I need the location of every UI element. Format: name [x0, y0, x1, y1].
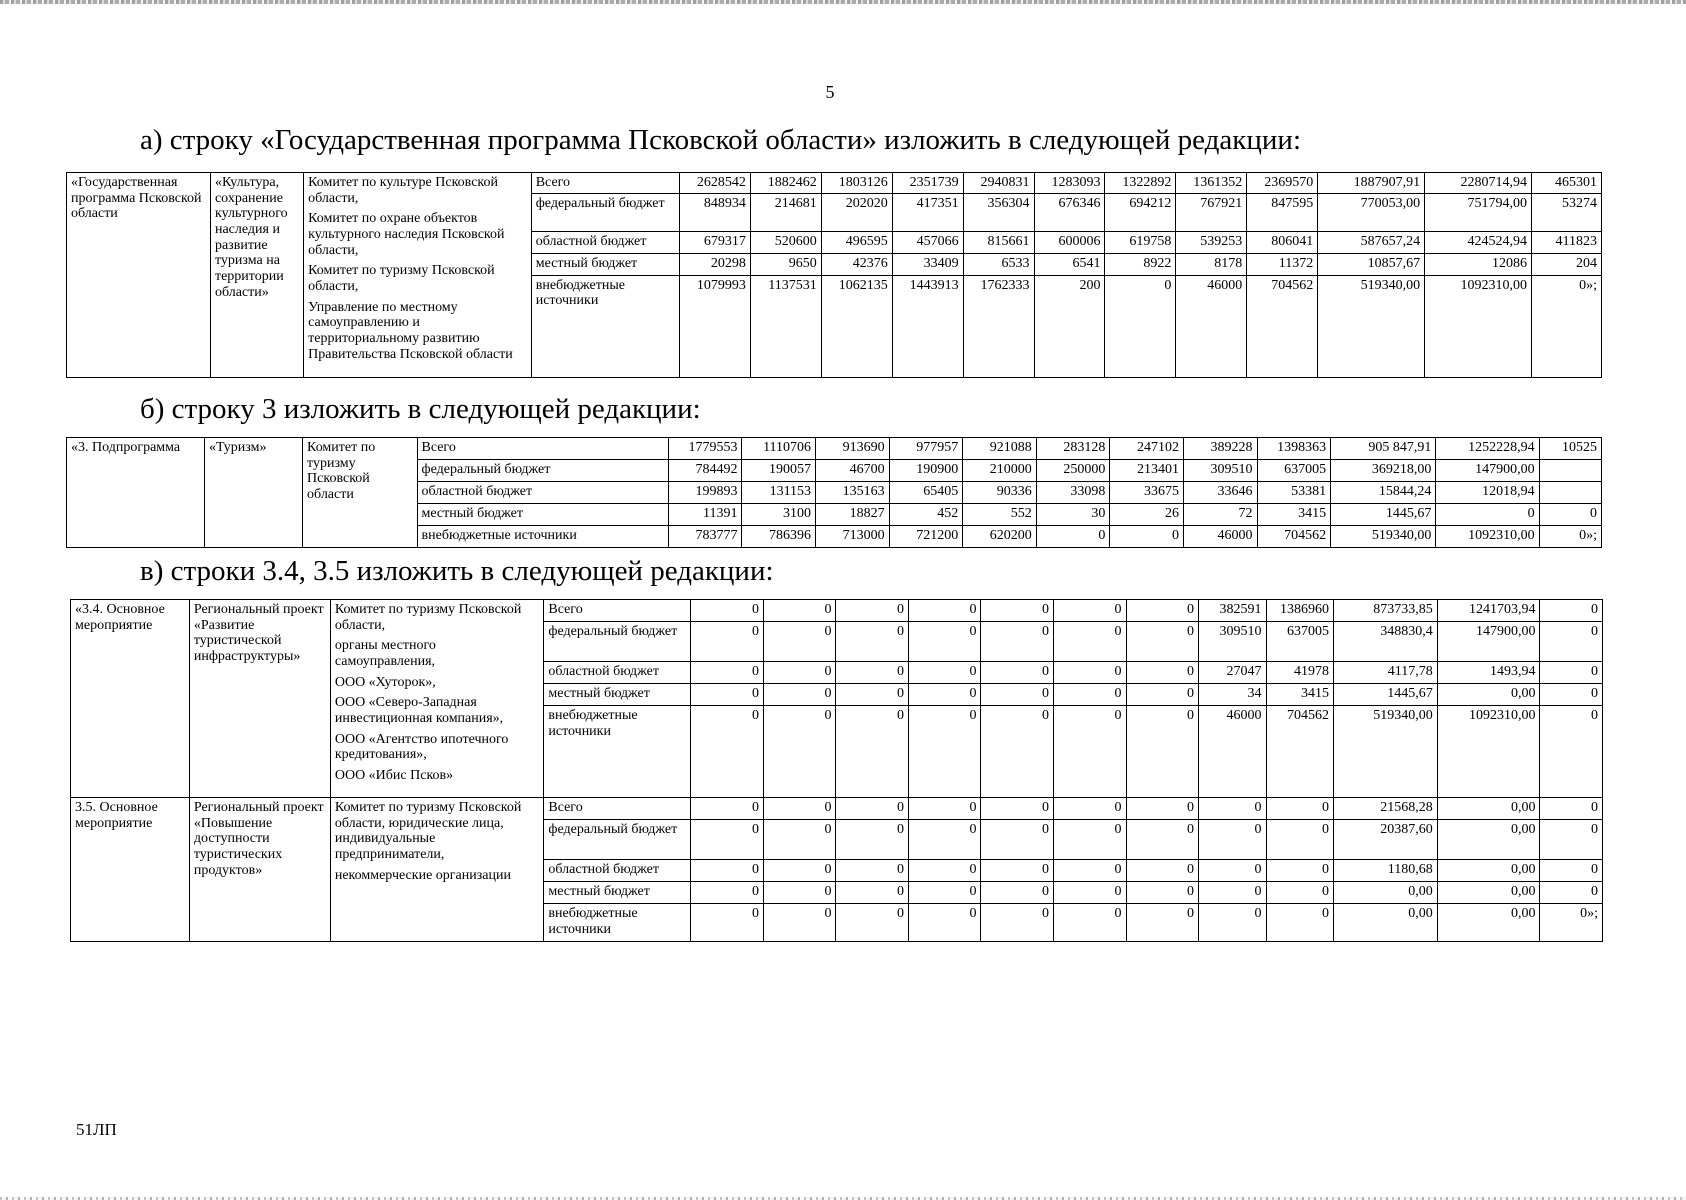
value-cell: 679317 — [679, 231, 750, 253]
value-cell: 53274 — [1532, 193, 1602, 231]
value-cell: 1762333 — [963, 275, 1034, 377]
value-cell: 0 — [691, 662, 764, 684]
value-cell: 0 — [1126, 662, 1199, 684]
funding-source-cell: Всего — [531, 173, 679, 194]
value-cell: 0 — [1054, 706, 1127, 798]
value-cell: 1110706 — [742, 438, 816, 460]
value-cell: 18827 — [816, 504, 890, 526]
value-cell: 0»; — [1540, 904, 1603, 942]
funding-source-cell: Всего — [417, 438, 668, 460]
value-cell: 913690 — [816, 438, 890, 460]
value-cell: 348830,4 — [1334, 622, 1438, 662]
executor-entry: ООО «Северо-Западная инвестиционная компания», — [334, 695, 504, 727]
value-cell: 6541 — [1034, 253, 1105, 275]
value-cell: 72 — [1183, 504, 1257, 526]
value-cell: 0 — [763, 860, 836, 882]
value-cell: 848934 — [679, 193, 750, 231]
value-cell: 0 — [908, 904, 981, 942]
value-cell: 637005 — [1257, 460, 1331, 482]
value-cell: 309510 — [1199, 622, 1266, 662]
value-cell — [1539, 482, 1601, 504]
value-cell: 356304 — [963, 193, 1034, 231]
value-cell: 0 — [691, 904, 764, 942]
executor-entry: ООО «Агентство ипотечного кредитования», — [334, 731, 509, 763]
value-cell: 1443913 — [892, 275, 963, 377]
value-cell: 0 — [908, 600, 981, 622]
value-cell: 1779553 — [668, 438, 742, 460]
executors-cell — [330, 600, 544, 798]
executor-entry: некоммерческие организации — [334, 867, 511, 883]
value-cell: 713000 — [816, 526, 890, 548]
value-cell: 424524,94 — [1425, 231, 1532, 253]
value-cell: 539253 — [1176, 231, 1247, 253]
value-cell: 0 — [763, 600, 836, 622]
funding-source-cell: областной бюджет — [544, 662, 691, 684]
value-cell: 0 — [981, 622, 1054, 662]
activity-name-cell: «3.4. Основное мероприятие — [71, 600, 190, 798]
value-cell: 33675 — [1110, 482, 1184, 504]
value-cell: 382591 — [1199, 600, 1266, 622]
value-cell: 0 — [1126, 882, 1199, 904]
value-cell: 4117,78 — [1334, 662, 1438, 684]
value-cell: 0 — [908, 882, 981, 904]
funding-source-cell: Всего — [544, 798, 691, 820]
value-cell: 1887907,91 — [1318, 173, 1425, 194]
value-cell: 2369570 — [1247, 173, 1318, 194]
value-cell: 0 — [1199, 798, 1266, 820]
value-cell: 0 — [1054, 684, 1127, 706]
value-cell: 0 — [836, 882, 909, 904]
value-cell: 1803126 — [821, 173, 892, 194]
value-cell: 0 — [981, 798, 1054, 820]
value-cell: 873733,85 — [1334, 600, 1438, 622]
value-cell: 1882462 — [750, 173, 821, 194]
value-cell: 0 — [1126, 600, 1199, 622]
value-cell: 34 — [1199, 684, 1266, 706]
value-cell: 0 — [908, 860, 981, 882]
value-cell: 411823 — [1532, 231, 1602, 253]
value-cell: 147900,00 — [1436, 460, 1539, 482]
value-cell: 552 — [963, 504, 1037, 526]
value-cell: 704562 — [1257, 526, 1331, 548]
value-cell: 520600 — [750, 231, 821, 253]
value-cell: 42376 — [821, 253, 892, 275]
value-cell: 27047 — [1199, 662, 1266, 684]
value-cell: 283128 — [1036, 438, 1110, 460]
funding-source-cell: местный бюджет — [544, 684, 691, 706]
scan-edge-top — [0, 0, 1686, 4]
funding-source-cell: федеральный бюджет — [544, 622, 691, 662]
value-cell: 2351739 — [892, 173, 963, 194]
value-cell: 190900 — [889, 460, 963, 482]
value-cell: 0 — [981, 904, 1054, 942]
value-cell: 0 — [981, 882, 1054, 904]
value-cell: 0 — [1126, 860, 1199, 882]
value-cell: 783777 — [668, 526, 742, 548]
value-cell: 519340,00 — [1334, 706, 1438, 798]
value-cell: 0 — [691, 820, 764, 860]
value-cell: 46000 — [1176, 275, 1247, 377]
value-cell: 0 — [763, 882, 836, 904]
value-cell: 0 — [1126, 622, 1199, 662]
funding-source-cell: внебюджетные источники — [544, 706, 691, 798]
value-cell: 20298 — [679, 253, 750, 275]
value-cell — [1539, 460, 1601, 482]
value-cell: 0 — [1540, 860, 1603, 882]
value-cell: 0 — [1054, 820, 1127, 860]
activity-name-cell: «3. Подпрограмма — [67, 438, 205, 548]
activity-title-cell: Региональный проект «Повышение доступности туристических продуктов» — [189, 798, 330, 942]
value-cell: 202020 — [821, 193, 892, 231]
value-cell: 0 — [1110, 526, 1184, 548]
value-cell: 33409 — [892, 253, 963, 275]
value-cell: 210000 — [963, 460, 1037, 482]
funding-source-cell: внебюджетные источники — [417, 526, 668, 548]
value-cell: 0 — [1539, 504, 1601, 526]
value-cell: 0,00 — [1437, 820, 1540, 860]
value-cell: 0 — [981, 706, 1054, 798]
value-cell: 0 — [836, 860, 909, 882]
value-cell: 676346 — [1034, 193, 1105, 231]
value-cell: 369218,00 — [1331, 460, 1436, 482]
value-cell: 1079993 — [679, 275, 750, 377]
value-cell: 465301 — [1532, 173, 1602, 194]
table-state-program — [66, 172, 1602, 378]
funding-source-cell: областной бюджет — [544, 860, 691, 882]
value-cell: 0,00 — [1334, 882, 1438, 904]
value-cell: 0 — [1266, 904, 1333, 942]
value-cell: 0 — [836, 820, 909, 860]
value-cell: 0,00 — [1437, 860, 1540, 882]
value-cell: 1361352 — [1176, 173, 1247, 194]
value-cell: 600006 — [1034, 231, 1105, 253]
value-cell: 11372 — [1247, 253, 1318, 275]
value-cell: 8178 — [1176, 253, 1247, 275]
value-cell: 815661 — [963, 231, 1034, 253]
value-cell: 0 — [763, 684, 836, 706]
executor-entry: ООО «Ибис Псков» — [334, 768, 454, 784]
value-cell: 1445,67 — [1334, 684, 1438, 706]
executor-entry: Комитет по культуре Псковской области, — [308, 175, 499, 206]
value-cell: 0 — [691, 706, 764, 798]
value-cell: 0 — [1266, 820, 1333, 860]
value-cell: 0 — [1126, 798, 1199, 820]
value-cell: 190057 — [742, 460, 816, 482]
funding-source-cell: федеральный бюджет — [544, 820, 691, 860]
value-cell: 389228 — [1183, 438, 1257, 460]
value-cell: 9650 — [750, 253, 821, 275]
value-cell: 0 — [1436, 504, 1539, 526]
value-cell: 496595 — [821, 231, 892, 253]
value-cell: 905 847,91 — [1331, 438, 1436, 460]
value-cell: 0,00 — [1437, 798, 1540, 820]
value-cell: 0 — [836, 798, 909, 820]
value-cell: 0 — [1540, 684, 1603, 706]
value-cell: 200 — [1034, 275, 1105, 377]
value-cell: 0 — [981, 662, 1054, 684]
table-activities-3-4-3-5 — [70, 599, 1603, 942]
funding-source-cell: внебюджетные источники — [531, 275, 679, 377]
table-row — [71, 600, 1603, 622]
value-cell: 0 — [981, 600, 1054, 622]
value-cell: 457066 — [892, 231, 963, 253]
value-cell: 46700 — [816, 460, 890, 482]
value-cell: 33098 — [1036, 482, 1110, 504]
value-cell: 3415 — [1266, 684, 1333, 706]
value-cell: 1092310,00 — [1437, 706, 1540, 798]
value-cell: 751794,00 — [1425, 193, 1532, 231]
value-cell: 2628542 — [679, 173, 750, 194]
value-cell: 0 — [1054, 860, 1127, 882]
heading-section-c: в) строки 3.4, 3.5 изложить в следующей редакции: — [140, 555, 774, 587]
funding-source-cell: областной бюджет — [417, 482, 668, 504]
value-cell: 65405 — [889, 482, 963, 504]
value-cell: 0 — [1540, 622, 1603, 662]
value-cell: 0 — [981, 860, 1054, 882]
executors-cell — [304, 173, 532, 378]
executor-entry: Управление по местному самоуправлению и территориальному развитию Правительства Псковской области — [308, 299, 513, 362]
value-cell: 0 — [1105, 275, 1176, 377]
value-cell: 0 — [1054, 798, 1127, 820]
value-cell: 6533 — [963, 253, 1034, 275]
funding-source-cell: областной бюджет — [531, 231, 679, 253]
value-cell: 0 — [908, 662, 981, 684]
value-cell: 0,00 — [1437, 882, 1540, 904]
value-cell: 0 — [763, 662, 836, 684]
value-cell: 0 — [1126, 684, 1199, 706]
value-cell: 847595 — [1247, 193, 1318, 231]
value-cell: 770053,00 — [1318, 193, 1425, 231]
value-cell: 587657,24 — [1318, 231, 1425, 253]
value-cell: 0 — [836, 684, 909, 706]
funding-source-cell: внебюджетные источники — [544, 904, 691, 942]
value-cell: 0 — [691, 622, 764, 662]
value-cell: 0 — [981, 684, 1054, 706]
value-cell: 704562 — [1247, 275, 1318, 377]
value-cell: 53381 — [1257, 482, 1331, 504]
value-cell: 0 — [836, 706, 909, 798]
value-cell: 1283093 — [1034, 173, 1105, 194]
value-cell: 10525 — [1539, 438, 1601, 460]
activity-name-cell: 3.5. Основное мероприятие — [71, 798, 190, 942]
value-cell: 0 — [1540, 600, 1603, 622]
value-cell: 1137531 — [750, 275, 821, 377]
value-cell: 806041 — [1247, 231, 1318, 253]
value-cell: 0 — [1540, 882, 1603, 904]
value-cell: 0 — [1054, 600, 1127, 622]
value-cell: 12086 — [1425, 253, 1532, 275]
value-cell: 0 — [691, 600, 764, 622]
value-cell: 10857,67 — [1318, 253, 1425, 275]
value-cell: 0 — [1126, 820, 1199, 860]
value-cell: 21568,28 — [1334, 798, 1438, 820]
value-cell: 0 — [1126, 904, 1199, 942]
executors-cell: Комитет по туризму Псковской области — [303, 438, 417, 548]
activity-title-cell: «Туризм» — [204, 438, 302, 548]
value-cell: 2940831 — [963, 173, 1034, 194]
value-cell: 786396 — [742, 526, 816, 548]
value-cell: 204 — [1532, 253, 1602, 275]
funding-source-cell: федеральный бюджет — [417, 460, 668, 482]
value-cell: 1398363 — [1257, 438, 1331, 460]
executor-entry: Комитет по туризму Псковской области, юридические лица, индивидуальные предприниматели, — [334, 800, 522, 863]
value-cell: 0 — [691, 860, 764, 882]
executors-cell — [330, 798, 544, 942]
table-row — [67, 173, 1602, 194]
value-cell: 0,00 — [1334, 904, 1438, 942]
value-cell: 12018,94 — [1436, 482, 1539, 504]
value-cell: 147900,00 — [1437, 622, 1540, 662]
value-cell: 0 — [1540, 798, 1603, 820]
value-cell: 1252228,94 — [1436, 438, 1539, 460]
value-cell: 519340,00 — [1331, 526, 1436, 548]
value-cell: 26 — [1110, 504, 1184, 526]
value-cell: 0 — [763, 622, 836, 662]
funding-source-cell: местный бюджет — [544, 882, 691, 904]
value-cell: 0 — [1126, 706, 1199, 798]
funding-source-cell: Всего — [544, 600, 691, 622]
value-cell: 0 — [691, 882, 764, 904]
value-cell: 131153 — [742, 482, 816, 504]
value-cell: 0 — [1199, 882, 1266, 904]
value-cell: 20387,60 — [1334, 820, 1438, 860]
value-cell: 620200 — [963, 526, 1037, 548]
value-cell: 1445,67 — [1331, 504, 1436, 526]
table-row — [71, 798, 1603, 820]
value-cell: 0 — [1199, 860, 1266, 882]
value-cell: 619758 — [1105, 231, 1176, 253]
value-cell: 0,00 — [1437, 684, 1540, 706]
value-cell: 0 — [908, 622, 981, 662]
document-code: 51ЛП — [76, 1120, 117, 1139]
value-cell: 0»; — [1532, 275, 1602, 377]
value-cell: 0»; — [1539, 526, 1601, 548]
value-cell: 1062135 — [821, 275, 892, 377]
value-cell: 694212 — [1105, 193, 1176, 231]
value-cell: 637005 — [1266, 622, 1333, 662]
value-cell: 0 — [1054, 904, 1127, 942]
value-cell: 1386960 — [1266, 600, 1333, 622]
page-number: 5 — [825, 82, 835, 102]
value-cell: 46000 — [1199, 706, 1266, 798]
value-cell: 0 — [908, 798, 981, 820]
funding-source-cell: федеральный бюджет — [531, 193, 679, 231]
activity-name-cell: «Государственная программа Псковской области — [67, 173, 211, 378]
value-cell: 11391 — [668, 504, 742, 526]
activity-title-cell: Региональный проект «Развитие туристической инфраструктуры» — [189, 600, 330, 798]
value-cell: 30 — [1036, 504, 1110, 526]
executor-entry: Комитет по туризму Псковской области, — [334, 602, 522, 633]
value-cell: 0 — [1036, 526, 1110, 548]
value-cell: 0 — [981, 820, 1054, 860]
value-cell: 417351 — [892, 193, 963, 231]
value-cell: 0 — [763, 706, 836, 798]
value-cell: 33646 — [1183, 482, 1257, 504]
value-cell: 247102 — [1110, 438, 1184, 460]
value-cell: 0 — [908, 820, 981, 860]
value-cell: 0 — [836, 662, 909, 684]
value-cell: 0 — [1054, 882, 1127, 904]
value-cell: 0 — [1266, 798, 1333, 820]
value-cell: 977957 — [889, 438, 963, 460]
activity-title-cell: «Культура, сохранение культурного наследия и развитие туризма на территории области» — [210, 173, 303, 378]
table-subprogram-3 — [66, 437, 1602, 548]
value-cell: 0 — [908, 706, 981, 798]
value-cell: 309510 — [1183, 460, 1257, 482]
value-cell: 0 — [1266, 882, 1333, 904]
executor-entry: органы местного самоуправления, — [334, 638, 436, 670]
value-cell: 0 — [836, 622, 909, 662]
value-cell: 1241703,94 — [1437, 600, 1540, 622]
executor-entry: Комитет по охране объектов культурного наследия Псковской области, — [308, 211, 505, 258]
funding-source-cell: местный бюджет — [531, 253, 679, 275]
value-cell: 46000 — [1183, 526, 1257, 548]
value-cell: 41978 — [1266, 662, 1333, 684]
value-cell: 0 — [1054, 622, 1127, 662]
value-cell: 704562 — [1266, 706, 1333, 798]
value-cell: 3415 — [1257, 504, 1331, 526]
value-cell: 0,00 — [1437, 904, 1540, 942]
value-cell: 214681 — [750, 193, 821, 231]
value-cell: 0 — [763, 820, 836, 860]
value-cell: 784492 — [668, 460, 742, 482]
value-cell: 0 — [691, 798, 764, 820]
value-cell: 1092310,00 — [1436, 526, 1539, 548]
value-cell: 0 — [1266, 860, 1333, 882]
value-cell: 0 — [1540, 662, 1603, 684]
value-cell: 1092310,00 — [1425, 275, 1532, 377]
value-cell: 0 — [1540, 820, 1603, 860]
value-cell: 1322892 — [1105, 173, 1176, 194]
value-cell: 0 — [1054, 662, 1127, 684]
value-cell: 0 — [836, 904, 909, 942]
value-cell: 250000 — [1036, 460, 1110, 482]
heading-section-a: а) строку «Государственная программа Псковской области» изложить в следующей редакции: — [140, 124, 1302, 156]
value-cell: 213401 — [1110, 460, 1184, 482]
value-cell: 0 — [1199, 820, 1266, 860]
executor-entry: ООО «Хуторок», — [334, 674, 436, 690]
table-row — [67, 438, 1602, 460]
value-cell: 1180,68 — [1334, 860, 1438, 882]
value-cell: 0 — [1540, 706, 1603, 798]
value-cell: 0 — [1199, 904, 1266, 942]
value-cell: 0 — [763, 904, 836, 942]
value-cell: 519340,00 — [1318, 275, 1425, 377]
value-cell: 8922 — [1105, 253, 1176, 275]
heading-section-b: б) строку 3 изложить в следующей редакции: — [140, 393, 701, 425]
value-cell: 3100 — [742, 504, 816, 526]
value-cell: 452 — [889, 504, 963, 526]
value-cell: 921088 — [963, 438, 1037, 460]
funding-source-cell: местный бюджет — [417, 504, 668, 526]
value-cell: 0 — [763, 798, 836, 820]
value-cell: 1493,94 — [1437, 662, 1540, 684]
value-cell: 90336 — [963, 482, 1037, 504]
value-cell: 0 — [908, 684, 981, 706]
value-cell: 0 — [691, 684, 764, 706]
value-cell: 0 — [836, 600, 909, 622]
value-cell: 721200 — [889, 526, 963, 548]
value-cell: 199893 — [668, 482, 742, 504]
executor-entry: Комитет по туризму Псковской области, — [308, 263, 495, 295]
value-cell: 135163 — [816, 482, 890, 504]
value-cell: 767921 — [1176, 193, 1247, 231]
value-cell: 15844,24 — [1331, 482, 1436, 504]
value-cell: 2280714,94 — [1425, 173, 1532, 194]
